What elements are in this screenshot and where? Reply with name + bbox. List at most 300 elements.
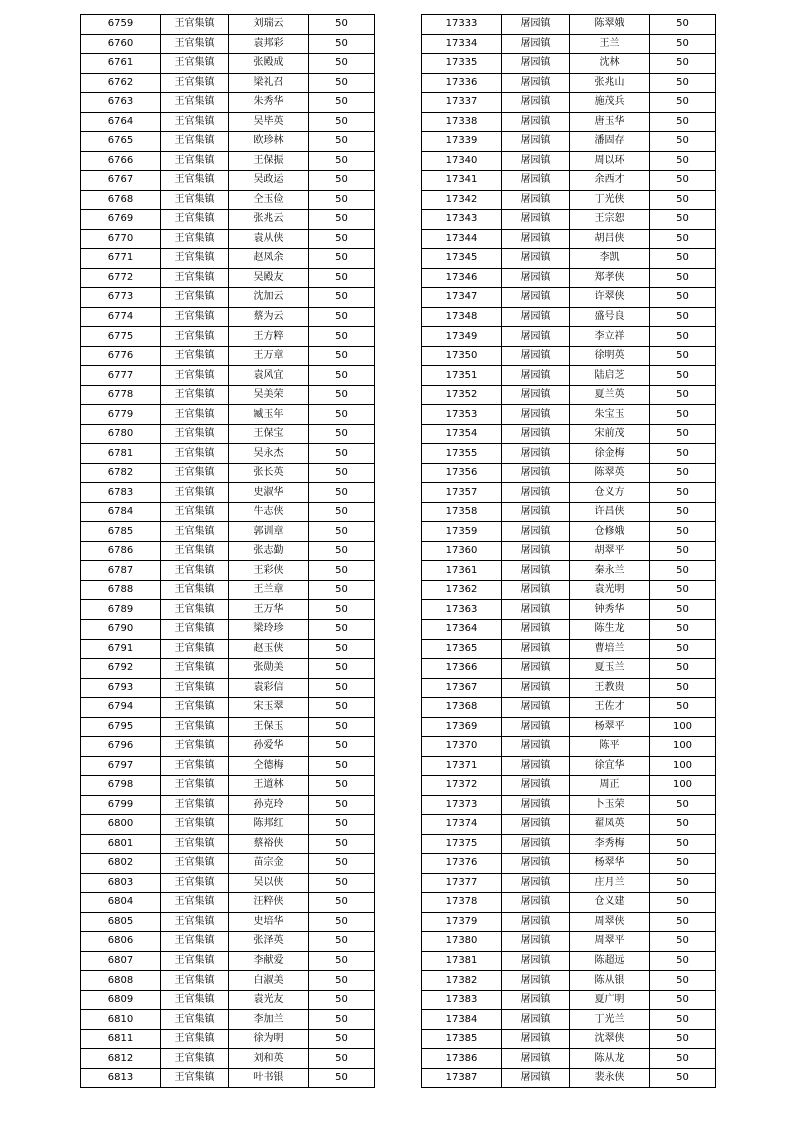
cell-id: 17350 xyxy=(422,346,502,366)
cell-town: 王官集镇 xyxy=(161,190,229,210)
table-row xyxy=(422,932,716,952)
cell-amount: 50 xyxy=(309,580,375,600)
cell-town: 王官集镇 xyxy=(161,483,229,503)
cell-amount: 50 xyxy=(309,639,375,659)
table-row xyxy=(81,424,375,444)
table-row xyxy=(422,34,716,54)
table-row xyxy=(81,15,375,35)
table-row xyxy=(81,600,375,620)
cell-id: 6770 xyxy=(81,229,161,249)
cell-name: 徐为明 xyxy=(229,1029,309,1049)
cell-amount: 50 xyxy=(650,444,716,464)
cell-town: 王官集镇 xyxy=(161,502,229,522)
cell-amount: 50 xyxy=(309,1068,375,1088)
cell-amount: 50 xyxy=(650,424,716,444)
cell-id: 17352 xyxy=(422,385,502,405)
table-row xyxy=(81,1029,375,1049)
table-row xyxy=(81,73,375,93)
table-row xyxy=(422,522,716,542)
cell-id: 17342 xyxy=(422,190,502,210)
cell-id: 6802 xyxy=(81,854,161,874)
table-row xyxy=(81,210,375,230)
cell-town: 王官集镇 xyxy=(161,151,229,171)
table-row xyxy=(422,112,716,132)
cell-amount: 50 xyxy=(650,171,716,191)
cell-id: 17351 xyxy=(422,366,502,386)
cell-amount: 50 xyxy=(309,346,375,366)
cell-amount: 50 xyxy=(309,873,375,893)
cell-amount: 50 xyxy=(650,1068,716,1088)
cell-town: 屠园镇 xyxy=(502,424,570,444)
cell-id: 17386 xyxy=(422,1049,502,1069)
cell-name: 仓义方 xyxy=(570,483,650,503)
cell-id: 6784 xyxy=(81,502,161,522)
cell-amount: 100 xyxy=(650,776,716,796)
cell-amount: 50 xyxy=(650,971,716,991)
cell-id: 17383 xyxy=(422,990,502,1010)
cell-amount: 50 xyxy=(650,659,716,679)
cell-amount: 50 xyxy=(650,463,716,483)
cell-name: 余西才 xyxy=(570,171,650,191)
cell-name: 陆启芝 xyxy=(570,366,650,386)
cell-town: 王官集镇 xyxy=(161,854,229,874)
cell-name: 翟凤英 xyxy=(570,815,650,835)
cell-name: 朱宝玉 xyxy=(570,405,650,425)
cell-name: 吴殿友 xyxy=(229,268,309,288)
cell-name: 李凯 xyxy=(570,249,650,269)
cell-town: 屠园镇 xyxy=(502,132,570,152)
table-row xyxy=(81,756,375,776)
cell-name: 欧珍林 xyxy=(229,132,309,152)
cell-name: 李献爱 xyxy=(229,951,309,971)
cell-town: 王官集镇 xyxy=(161,815,229,835)
table-row xyxy=(81,1010,375,1030)
table-row xyxy=(422,580,716,600)
cell-id: 17387 xyxy=(422,1068,502,1088)
cell-amount: 50 xyxy=(309,210,375,230)
cell-id: 17357 xyxy=(422,483,502,503)
cell-id: 17369 xyxy=(422,717,502,737)
cell-town: 屠园镇 xyxy=(502,854,570,874)
table-row xyxy=(81,951,375,971)
table-row xyxy=(81,639,375,659)
table-row xyxy=(422,795,716,815)
cell-amount: 50 xyxy=(309,15,375,35)
cell-town: 王官集镇 xyxy=(161,346,229,366)
cell-name: 庄月兰 xyxy=(570,873,650,893)
cell-town: 王官集镇 xyxy=(161,34,229,54)
table-row xyxy=(422,1068,716,1088)
cell-id: 6803 xyxy=(81,873,161,893)
cell-amount: 50 xyxy=(650,307,716,327)
cell-amount: 50 xyxy=(650,385,716,405)
cell-name: 梁玲珍 xyxy=(229,619,309,639)
cell-id: 6763 xyxy=(81,93,161,113)
table-row xyxy=(422,639,716,659)
cell-name: 赵玉侠 xyxy=(229,639,309,659)
cell-name: 张兆山 xyxy=(570,73,650,93)
cell-town: 王官集镇 xyxy=(161,229,229,249)
cell-id: 17337 xyxy=(422,93,502,113)
cell-name: 孙克玲 xyxy=(229,795,309,815)
cell-id: 6804 xyxy=(81,893,161,913)
cell-amount: 50 xyxy=(650,873,716,893)
cell-amount: 50 xyxy=(650,541,716,561)
cell-town: 王官集镇 xyxy=(161,366,229,386)
cell-town: 屠园镇 xyxy=(502,834,570,854)
table-row xyxy=(422,756,716,776)
cell-name: 梁礼召 xyxy=(229,73,309,93)
cell-town: 屠园镇 xyxy=(502,151,570,171)
table-row xyxy=(422,561,716,581)
cell-id: 17338 xyxy=(422,112,502,132)
cell-name: 沈林 xyxy=(570,54,650,74)
cell-id: 17363 xyxy=(422,600,502,620)
table-row xyxy=(422,600,716,620)
table-row xyxy=(422,93,716,113)
table-row xyxy=(81,873,375,893)
cell-amount: 50 xyxy=(309,190,375,210)
cell-amount: 50 xyxy=(309,659,375,679)
cell-amount: 50 xyxy=(650,834,716,854)
cell-id: 17341 xyxy=(422,171,502,191)
cell-amount: 50 xyxy=(650,327,716,347)
cell-name: 陈翠娥 xyxy=(570,15,650,35)
table-row xyxy=(81,171,375,191)
table-row xyxy=(422,366,716,386)
cell-name: 卜玉荣 xyxy=(570,795,650,815)
table-row xyxy=(81,795,375,815)
cell-amount: 50 xyxy=(650,990,716,1010)
cell-name: 王方粹 xyxy=(229,327,309,347)
cell-amount: 50 xyxy=(650,912,716,932)
cell-town: 王官集镇 xyxy=(161,756,229,776)
cell-town: 屠园镇 xyxy=(502,405,570,425)
cell-amount: 50 xyxy=(309,405,375,425)
cell-name: 赵凤余 xyxy=(229,249,309,269)
cell-id: 6766 xyxy=(81,151,161,171)
cell-amount: 50 xyxy=(650,346,716,366)
table-row xyxy=(422,132,716,152)
cell-name: 袁光友 xyxy=(229,990,309,1010)
cell-amount: 100 xyxy=(650,756,716,776)
table-row xyxy=(422,776,716,796)
cell-town: 王官集镇 xyxy=(161,1029,229,1049)
cell-town: 王官集镇 xyxy=(161,990,229,1010)
cell-id: 6812 xyxy=(81,1049,161,1069)
cell-name: 王万华 xyxy=(229,600,309,620)
cell-name: 曹培兰 xyxy=(570,639,650,659)
cell-amount: 50 xyxy=(650,698,716,718)
cell-town: 王官集镇 xyxy=(161,112,229,132)
cell-name: 王兰 xyxy=(570,34,650,54)
cell-town: 屠园镇 xyxy=(502,990,570,1010)
cell-town: 王官集镇 xyxy=(161,717,229,737)
cell-name: 王兰章 xyxy=(229,580,309,600)
cell-amount: 50 xyxy=(650,580,716,600)
cell-town: 屠园镇 xyxy=(502,541,570,561)
table-row xyxy=(81,659,375,679)
cell-name: 袁光明 xyxy=(570,580,650,600)
table-row xyxy=(422,171,716,191)
cell-id: 17361 xyxy=(422,561,502,581)
cell-name: 郭训章 xyxy=(229,522,309,542)
cell-id: 17346 xyxy=(422,268,502,288)
table-row xyxy=(422,15,716,35)
cell-name: 周翠平 xyxy=(570,932,650,952)
cell-name: 臧玉年 xyxy=(229,405,309,425)
cell-amount: 50 xyxy=(309,54,375,74)
cell-amount: 100 xyxy=(650,717,716,737)
cell-id: 17333 xyxy=(422,15,502,35)
cell-name: 杨翠华 xyxy=(570,854,650,874)
cell-amount: 50 xyxy=(309,600,375,620)
cell-id: 6796 xyxy=(81,737,161,757)
table-row xyxy=(422,912,716,932)
cell-name: 吴以侠 xyxy=(229,873,309,893)
cell-name: 许昌侠 xyxy=(570,502,650,522)
cell-name: 仝玉俭 xyxy=(229,190,309,210)
cell-id: 6768 xyxy=(81,190,161,210)
cell-name: 胡吕侠 xyxy=(570,229,650,249)
cell-town: 屠园镇 xyxy=(502,1068,570,1088)
cell-id: 6786 xyxy=(81,541,161,561)
cell-name: 王保玉 xyxy=(229,717,309,737)
cell-id: 6764 xyxy=(81,112,161,132)
table-row xyxy=(81,327,375,347)
cell-name: 张泽英 xyxy=(229,932,309,952)
cell-town: 王官集镇 xyxy=(161,54,229,74)
cell-id: 6797 xyxy=(81,756,161,776)
table-row xyxy=(422,873,716,893)
table-row xyxy=(422,424,716,444)
cell-id: 6782 xyxy=(81,463,161,483)
cell-name: 陈邦红 xyxy=(229,815,309,835)
cell-amount: 50 xyxy=(309,717,375,737)
cell-id: 17354 xyxy=(422,424,502,444)
cell-name: 陈从银 xyxy=(570,971,650,991)
cell-town: 王官集镇 xyxy=(161,561,229,581)
table-row xyxy=(422,619,716,639)
table-row xyxy=(81,678,375,698)
cell-id: 6788 xyxy=(81,580,161,600)
cell-town: 王官集镇 xyxy=(161,249,229,269)
cell-name: 杨翠平 xyxy=(570,717,650,737)
cell-name: 盛号良 xyxy=(570,307,650,327)
cell-name: 夏广明 xyxy=(570,990,650,1010)
cell-town: 王官集镇 xyxy=(161,600,229,620)
cell-town: 王官集镇 xyxy=(161,795,229,815)
cell-town: 王官集镇 xyxy=(161,659,229,679)
cell-amount: 50 xyxy=(650,502,716,522)
cell-town: 屠园镇 xyxy=(502,873,570,893)
cell-town: 屠园镇 xyxy=(502,639,570,659)
cell-town: 屠园镇 xyxy=(502,346,570,366)
cell-town: 王官集镇 xyxy=(161,873,229,893)
cell-name: 周正 xyxy=(570,776,650,796)
cell-town: 王官集镇 xyxy=(161,268,229,288)
cell-name: 沈加云 xyxy=(229,288,309,308)
cell-amount: 50 xyxy=(309,522,375,542)
cell-name: 蔡裕侠 xyxy=(229,834,309,854)
cell-name: 史培华 xyxy=(229,912,309,932)
cell-id: 6777 xyxy=(81,366,161,386)
table-row xyxy=(422,1010,716,1030)
cell-name: 吴毕英 xyxy=(229,112,309,132)
cell-id: 6799 xyxy=(81,795,161,815)
cell-amount: 50 xyxy=(309,541,375,561)
cell-town: 屠园镇 xyxy=(502,1010,570,1030)
table-row xyxy=(81,444,375,464)
cell-amount: 100 xyxy=(650,737,716,757)
cell-amount: 50 xyxy=(650,932,716,952)
cell-amount: 50 xyxy=(650,132,716,152)
cell-name: 陈超远 xyxy=(570,951,650,971)
cell-amount: 50 xyxy=(309,951,375,971)
cell-amount: 50 xyxy=(309,932,375,952)
cell-amount: 50 xyxy=(650,795,716,815)
cell-amount: 50 xyxy=(650,854,716,874)
cell-id: 17385 xyxy=(422,1029,502,1049)
table-row xyxy=(422,54,716,74)
table-row xyxy=(81,834,375,854)
table-row xyxy=(81,776,375,796)
cell-town: 屠园镇 xyxy=(502,580,570,600)
cell-name: 周以环 xyxy=(570,151,650,171)
cell-name: 陈从龙 xyxy=(570,1049,650,1069)
table-row xyxy=(422,659,716,679)
cell-town: 屠园镇 xyxy=(502,249,570,269)
cell-name: 裴永侠 xyxy=(570,1068,650,1088)
cell-id: 6778 xyxy=(81,385,161,405)
cell-town: 王官集镇 xyxy=(161,893,229,913)
table-row xyxy=(422,229,716,249)
cell-town: 王官集镇 xyxy=(161,580,229,600)
table-row xyxy=(81,1049,375,1069)
cell-name: 袁邦彩 xyxy=(229,34,309,54)
table-row xyxy=(81,249,375,269)
cell-town: 屠园镇 xyxy=(502,619,570,639)
cell-name: 沈翠侠 xyxy=(570,1029,650,1049)
cell-id: 6769 xyxy=(81,210,161,230)
cell-town: 王官集镇 xyxy=(161,132,229,152)
cell-id: 17373 xyxy=(422,795,502,815)
cell-town: 屠园镇 xyxy=(502,34,570,54)
cell-town: 屠园镇 xyxy=(502,659,570,679)
cell-amount: 50 xyxy=(650,112,716,132)
cell-id: 6800 xyxy=(81,815,161,835)
cell-id: 17380 xyxy=(422,932,502,952)
cell-town: 王官集镇 xyxy=(161,424,229,444)
table-row xyxy=(422,698,716,718)
cell-town: 屠园镇 xyxy=(502,932,570,952)
cell-amount: 50 xyxy=(309,1010,375,1030)
table-row xyxy=(81,54,375,74)
table-row xyxy=(81,912,375,932)
table-row xyxy=(422,307,716,327)
cell-id: 6791 xyxy=(81,639,161,659)
cell-amount: 50 xyxy=(309,444,375,464)
cell-name: 史淑华 xyxy=(229,483,309,503)
cell-town: 王官集镇 xyxy=(161,288,229,308)
cell-name: 朱秀华 xyxy=(229,93,309,113)
cell-town: 王官集镇 xyxy=(161,1049,229,1069)
cell-id: 6773 xyxy=(81,288,161,308)
cell-id: 17343 xyxy=(422,210,502,230)
table-row xyxy=(422,249,716,269)
cell-town: 屠园镇 xyxy=(502,483,570,503)
table-row xyxy=(422,405,716,425)
cell-id: 17375 xyxy=(422,834,502,854)
cell-name: 仓义建 xyxy=(570,893,650,913)
cell-amount: 50 xyxy=(309,463,375,483)
cell-name: 潘固存 xyxy=(570,132,650,152)
table-row xyxy=(422,541,716,561)
cell-amount: 50 xyxy=(309,776,375,796)
cell-name: 王保宝 xyxy=(229,424,309,444)
cell-town: 屠园镇 xyxy=(502,210,570,230)
cell-id: 17340 xyxy=(422,151,502,171)
cell-id: 17348 xyxy=(422,307,502,327)
cell-id: 17378 xyxy=(422,893,502,913)
cell-town: 王官集镇 xyxy=(161,912,229,932)
cell-id: 6811 xyxy=(81,1029,161,1049)
table-row xyxy=(422,893,716,913)
table-row xyxy=(81,385,375,405)
table-row xyxy=(422,385,716,405)
table-row xyxy=(81,619,375,639)
cell-amount: 50 xyxy=(650,1029,716,1049)
cell-name: 胡翠平 xyxy=(570,541,650,561)
cell-name: 孙爱华 xyxy=(229,737,309,757)
table-row xyxy=(422,210,716,230)
cell-amount: 50 xyxy=(309,678,375,698)
cell-name: 汪粹侠 xyxy=(229,893,309,913)
table-row xyxy=(422,951,716,971)
table-row xyxy=(81,132,375,152)
cell-amount: 50 xyxy=(650,93,716,113)
cell-town: 屠园镇 xyxy=(502,776,570,796)
cell-id: 6798 xyxy=(81,776,161,796)
cell-id: 6809 xyxy=(81,990,161,1010)
cell-town: 王官集镇 xyxy=(161,678,229,698)
table-row xyxy=(81,1068,375,1088)
cell-id: 17377 xyxy=(422,873,502,893)
cell-town: 王官集镇 xyxy=(161,327,229,347)
cell-amount: 50 xyxy=(650,229,716,249)
table-row xyxy=(81,112,375,132)
cell-amount: 50 xyxy=(309,483,375,503)
cell-id: 6762 xyxy=(81,73,161,93)
cell-town: 王官集镇 xyxy=(161,210,229,230)
cell-amount: 50 xyxy=(309,912,375,932)
cell-id: 17376 xyxy=(422,854,502,874)
cell-name: 张长英 xyxy=(229,463,309,483)
cell-amount: 50 xyxy=(650,561,716,581)
cell-amount: 50 xyxy=(309,327,375,347)
cell-town: 屠园镇 xyxy=(502,54,570,74)
cell-town: 王官集镇 xyxy=(161,951,229,971)
cell-name: 王保振 xyxy=(229,151,309,171)
cell-town: 王官集镇 xyxy=(161,405,229,425)
cell-amount: 50 xyxy=(309,424,375,444)
cell-name: 袁风宜 xyxy=(229,366,309,386)
cell-amount: 50 xyxy=(309,171,375,191)
cell-town: 屠园镇 xyxy=(502,112,570,132)
cell-id: 17358 xyxy=(422,502,502,522)
cell-town: 王官集镇 xyxy=(161,171,229,191)
cell-amount: 50 xyxy=(309,288,375,308)
